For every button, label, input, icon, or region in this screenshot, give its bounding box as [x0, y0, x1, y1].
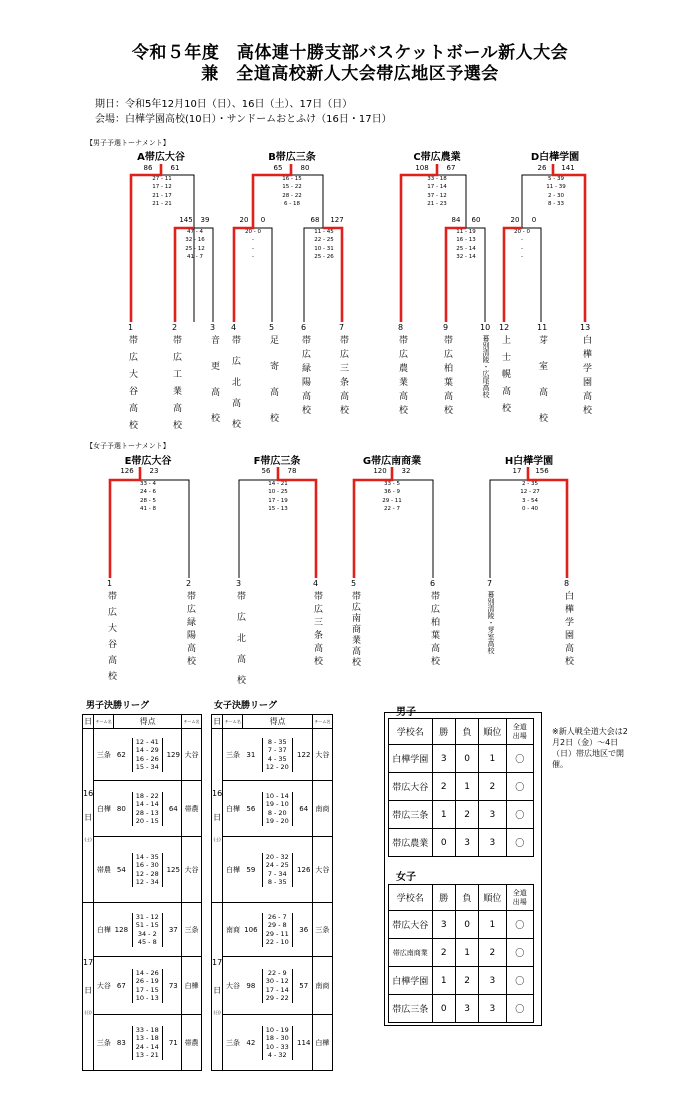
day-number: 16: [83, 788, 94, 798]
team-number: 12: [499, 323, 510, 332]
team-number: 6: [301, 323, 307, 332]
team-name: 帯広緑陽高校: [185, 591, 195, 669]
tournament-note: ※新人戦全道大会は2月2日（金）～4日（日）帯広地区で開催。: [552, 727, 628, 769]
team-cell: 帯農: [94, 837, 114, 903]
team-header: チーム名: [223, 715, 243, 729]
col-wins: 勝: [432, 719, 455, 745]
score: 23: [149, 467, 159, 475]
score: 20: [510, 216, 520, 224]
table-row: [83, 903, 202, 957]
standings-girls-label: 女子: [396, 872, 416, 883]
table-row: [212, 837, 333, 903]
team-number: 8: [564, 579, 570, 588]
score: 120: [373, 467, 387, 475]
qualified-mark: 〇: [506, 995, 533, 1023]
qualified-mark: 〇: [506, 801, 533, 829]
day-of-week: (日): [84, 1009, 92, 1015]
rank-cell: 2: [479, 939, 506, 967]
score-cell: 59: [243, 837, 259, 903]
score-cell: 31: [243, 729, 259, 781]
period-scores: 10 - 19 18 - 30 10 - 33 4 - 32: [262, 1026, 293, 1060]
team-cell: 白樺: [94, 903, 114, 957]
score: 60: [471, 216, 481, 224]
table-row: [83, 729, 202, 781]
day-cell: [212, 903, 223, 1071]
team-name: 芽室高校: [537, 335, 547, 439]
rank-cell: 2: [479, 773, 506, 801]
team-number: 4: [231, 323, 237, 332]
team-cell: 南商: [312, 781, 332, 837]
score: 56: [261, 467, 271, 475]
wins-cell: 1: [432, 801, 455, 829]
period-scores: 18 - 22 14 - 14 28 - 13 20 - 15: [132, 792, 163, 826]
col-qualified: 全道 出場: [506, 885, 533, 911]
team-name: 帯広工業高校: [171, 335, 181, 437]
boys-block-d-name: D白樺学園: [530, 152, 580, 163]
score: 126: [120, 467, 134, 475]
girls-section-label: 【女子予選トーナメント】: [86, 442, 170, 450]
score-cell: 106: [243, 903, 259, 957]
girls-league-table: [211, 714, 333, 1071]
team-number: 3: [236, 579, 242, 588]
table-row: [389, 995, 534, 1023]
day-number: 17: [83, 957, 94, 967]
period-scores: 22 - 9 30 - 12 17 - 14 29 - 22: [262, 969, 293, 1003]
team-cell: 三条: [94, 729, 114, 781]
period-scores: 14 - 26 26 - 19 17 - 15 10 - 13: [132, 969, 163, 1003]
score: 78: [287, 467, 297, 475]
team-cell: 三条: [312, 903, 332, 957]
team-name: 足寄高校: [268, 335, 278, 439]
losses-cell: 2: [455, 801, 478, 829]
page-title: 令和５年度 高体連十勝支部バスケットボール新人大会: [131, 43, 569, 63]
table-row: [83, 837, 202, 903]
period-scores: 12 - 41 14 - 29 16 - 26 15 - 34: [132, 738, 163, 772]
team-name: 帯広緑陽高校: [300, 335, 310, 419]
score: 65: [273, 164, 283, 172]
score: 61: [170, 164, 180, 172]
score: 68: [310, 216, 320, 224]
team-cell: 白樺: [223, 837, 243, 903]
team-cell: 大谷: [182, 837, 202, 903]
score: 17: [512, 467, 522, 475]
team-name: 上士幌高校: [500, 335, 510, 420]
team-number: 1: [107, 579, 113, 588]
table-row: [212, 957, 333, 1015]
period-scores: 8 - 35 7 - 37 4 - 35 12 - 20: [262, 738, 293, 772]
wins-cell: 2: [432, 939, 455, 967]
team-cell: 大谷: [182, 729, 202, 781]
team-number: 10: [480, 323, 491, 332]
team-cell: 大谷: [312, 837, 332, 903]
team-cell: 大谷: [223, 957, 243, 1015]
team-name: 白樺学園高校: [563, 591, 573, 669]
team-number: 3: [210, 323, 216, 332]
score: 108: [415, 164, 429, 172]
team-name: 白樺学園高校: [581, 335, 591, 419]
period-scores: 2 - 35 12 - 27 3 - 54 0 - 40: [520, 481, 540, 513]
period-scores: 33 - 4 24 - 6 28 - 5 41 - 8: [140, 481, 156, 513]
col-rank: 順位: [479, 885, 506, 911]
boys-league-table: [82, 714, 202, 1071]
score-cell: 83: [114, 1015, 130, 1071]
qualified-mark: 〇: [506, 745, 533, 773]
table-row: [389, 829, 534, 857]
table-row: [389, 773, 534, 801]
girls-block-f-name: F帯広三条: [253, 456, 301, 467]
period-scores: 47 - 4 32 - 16 25 - 12 41 - 7: [185, 229, 205, 261]
wins-cell: 0: [432, 995, 455, 1023]
team-cell: 三条: [223, 729, 243, 781]
day-header: 日: [83, 715, 94, 729]
team-cell: 三条: [223, 1015, 243, 1071]
boys-block-b-name: B帯広三条: [268, 152, 316, 163]
day-kanji: 日: [84, 985, 93, 995]
team-name: 帯広柏葉高校: [442, 335, 452, 419]
score-cell: 54: [114, 837, 130, 903]
day-header: 日: [212, 715, 223, 729]
table-row: [83, 781, 202, 837]
score-cell: 98: [243, 957, 259, 1015]
team-number: 2: [172, 323, 178, 332]
table-row: [212, 903, 333, 957]
score-cell: 67: [114, 957, 130, 1015]
col-school: 学校名: [389, 719, 433, 745]
day-cell: [83, 729, 94, 903]
qualified-mark: 〇: [506, 829, 533, 857]
day-of-week: (土): [213, 836, 221, 842]
losses-cell: 1: [455, 773, 478, 801]
score-cell: 64: [296, 781, 313, 837]
period-scores: 11 - 45 22 - 25 10 - 31 25 - 26: [314, 229, 334, 261]
losses-cell: 3: [455, 829, 478, 857]
score: 145: [179, 216, 193, 224]
score-cell: 57: [296, 957, 313, 1015]
score-cell: 129: [165, 729, 181, 781]
team-name: 帯広三条高校: [338, 335, 348, 419]
score-cell: 71: [165, 1015, 181, 1071]
losses-cell: 0: [455, 911, 478, 939]
score-cell: 56: [243, 781, 259, 837]
qualified-mark: 〇: [506, 773, 533, 801]
period-scores: 31 - 12 51 - 15 34 - 2 45 - 8: [132, 913, 163, 947]
day-kanji: 日: [213, 985, 222, 995]
team-name: 幕別清陵・芽室高校: [487, 591, 495, 654]
boys-block-c-name: C帯広農業: [413, 152, 461, 163]
score-cell: 37: [165, 903, 181, 957]
team-header: チーム名: [312, 715, 332, 729]
day-cell: [83, 903, 94, 1071]
team-cell: 白樺: [312, 1015, 332, 1071]
score: 39: [200, 216, 210, 224]
team-number: 7: [339, 323, 345, 332]
score: 26: [537, 164, 547, 172]
boys-league-title: 男子決勝リーグ: [86, 701, 150, 711]
losses-cell: 0: [455, 745, 478, 773]
table-row: [389, 911, 534, 939]
losses-cell: 1: [455, 939, 478, 967]
col-wins: 勝: [432, 885, 455, 911]
team-cell: 帯農: [182, 781, 202, 837]
team-number: 11: [537, 323, 548, 332]
score-header: 得点: [114, 715, 182, 729]
score: 32: [401, 467, 411, 475]
qualified-mark: 〇: [506, 911, 533, 939]
table-row: [83, 957, 202, 1015]
school-cell: 帯広南商業: [389, 939, 433, 967]
period-scores: 14 - 21 10 - 25 17 - 19 15 - 13: [268, 481, 288, 513]
table-row: [389, 801, 534, 829]
score-cell: 122: [296, 729, 313, 781]
period-scores: 20 - 32 24 - 25 7 - 34 8 - 35: [262, 853, 293, 887]
period-scores: 11 - 19 16 - 13 25 - 14 32 - 14: [456, 229, 476, 261]
day-of-week: (日): [213, 1009, 221, 1015]
period-scores: 33 - 5 36 - 9 29 - 11 22 - 7: [382, 481, 402, 513]
rank-cell: 3: [479, 995, 506, 1023]
school-cell: 帯広大谷: [389, 773, 433, 801]
rank-cell: 3: [479, 801, 506, 829]
period-scores: 10 - 14 19 - 10 8 - 20 19 - 20: [262, 792, 293, 826]
period-scores: 16 - 15 15 - 22 28 - 22 6 - 18: [282, 176, 302, 208]
rank-cell: 1: [479, 911, 506, 939]
score: 80: [300, 164, 310, 172]
table-row: [212, 729, 333, 781]
school-cell: 帯広大谷: [389, 911, 433, 939]
score-cell: 80: [114, 781, 130, 837]
score: 141: [561, 164, 575, 172]
team-cell: 大谷: [94, 957, 114, 1015]
score-header: 得点: [243, 715, 312, 729]
team-name: 帯広南商業高校: [350, 591, 360, 668]
team-cell: 白樺: [223, 781, 243, 837]
team-number: 13: [580, 323, 591, 332]
table-row: [212, 1015, 333, 1071]
period-scores: 20 - 0 - - -: [245, 229, 261, 261]
team-cell: 南商: [312, 957, 332, 1015]
score: 20: [239, 216, 249, 224]
team-cell: 三条: [182, 903, 202, 957]
rank-cell: 3: [479, 967, 506, 995]
table-row: [212, 781, 333, 837]
day-kanji: 日: [84, 812, 93, 822]
standings-girls-table: [388, 884, 534, 1023]
standings-boys-table: [388, 718, 534, 857]
team-cell: 三条: [94, 1015, 114, 1071]
day-number: 17: [212, 957, 223, 967]
wins-cell: 0: [432, 829, 455, 857]
score-cell: 126: [296, 837, 313, 903]
score-cell: 128: [114, 903, 130, 957]
school-cell: 帯広農業: [389, 829, 433, 857]
period-scores: 33 - 18 17 - 14 37 - 12 21 - 23: [427, 176, 447, 208]
team-number: 9: [443, 323, 449, 332]
team-name: 帯広大谷高校: [106, 591, 116, 687]
team-name: 帯広北高校: [230, 335, 240, 440]
girls-block-h-name: H白樺学園: [504, 456, 554, 467]
score: 67: [446, 164, 456, 172]
score-cell: 114: [296, 1015, 313, 1071]
boys-section-label: 【男子予選トーナメント】: [86, 139, 170, 147]
col-losses: 負: [455, 719, 478, 745]
team-header: チーム名: [182, 715, 202, 729]
score-cell: 62: [114, 729, 130, 781]
wins-cell: 3: [432, 745, 455, 773]
table-row: [389, 967, 534, 995]
team-cell: 白樺: [182, 957, 202, 1015]
wins-cell: 1: [432, 967, 455, 995]
losses-cell: 3: [455, 995, 478, 1023]
score-cell: 36: [296, 903, 313, 957]
team-number: 1: [128, 323, 134, 332]
col-losses: 負: [455, 885, 478, 911]
team-number: 4: [313, 579, 319, 588]
team-name: 帯広大谷高校: [127, 335, 137, 437]
table-row: [389, 745, 534, 773]
team-name: 帯広柏葉高校: [429, 591, 439, 669]
team-cell: 南商: [223, 903, 243, 957]
period-scores: 14 - 35 16 - 30 12 - 28 12 - 34: [132, 853, 163, 887]
period-scores: 26 - 7 29 - 8 29 - 11 22 - 10: [262, 913, 293, 947]
boys-block-a-name: A帯広大谷: [137, 152, 185, 163]
school-cell: 白樺学園: [389, 745, 433, 773]
standings-boys-label: 男子: [396, 707, 416, 718]
girls-block-g-name: G帯広南商業: [362, 456, 422, 467]
girls-block-e-name: E帯広大谷: [124, 456, 172, 467]
page-subtitle: 兼 全道高校新人大会帯広地区予選会: [201, 64, 499, 84]
col-school: 学校名: [389, 885, 433, 911]
table-row: [389, 939, 534, 967]
col-qualified: 全道 出場: [506, 719, 533, 745]
event-venue: 会場：白樺学園高校(10日）・サンドームおとふけ（16日・17日）: [95, 114, 392, 125]
team-name: 幕別清陵・広尾高校: [482, 335, 490, 398]
period-scores: 5 - 39 11 - 39 2 - 30 8 - 33: [546, 176, 566, 208]
col-rank: 順位: [479, 719, 506, 745]
team-number: 8: [398, 323, 404, 332]
team-name: 音更高校: [209, 335, 219, 439]
day-of-week: (土): [84, 836, 92, 842]
score: 127: [330, 216, 344, 224]
table-row: [83, 1015, 202, 1071]
qualified-mark: 〇: [506, 967, 533, 995]
team-cell: 帯農: [182, 1015, 202, 1071]
day-number: 16: [212, 788, 223, 798]
rank-cell: 3: [479, 829, 506, 857]
team-cell: 大谷: [312, 729, 332, 781]
period-scores: 20 - 0 - - -: [514, 229, 530, 261]
school-cell: 帯広三条: [389, 995, 433, 1023]
score-cell: 64: [165, 781, 181, 837]
school-cell: 白樺学園: [389, 967, 433, 995]
score: 0: [531, 216, 537, 224]
score: 84: [451, 216, 461, 224]
period-scores: 27 - 11 17 - 12 21 - 17 21 - 21: [152, 176, 172, 208]
period-scores: 33 - 18 13 - 18 24 - 14 13 - 21: [132, 1026, 163, 1060]
wins-cell: 3: [432, 911, 455, 939]
team-number: 2: [186, 579, 192, 588]
event-dates: 期日：令和5年12月10日（日）、16日（土）、17日（日）: [95, 99, 353, 110]
losses-cell: 2: [455, 967, 478, 995]
girls-league-title: 女子決勝リーグ: [214, 701, 278, 711]
school-cell: 帯広三条: [389, 801, 433, 829]
team-cell: 白樺: [94, 781, 114, 837]
team-number: 7: [487, 579, 493, 588]
score: 0: [260, 216, 266, 224]
day-kanji: 日: [213, 812, 222, 822]
team-number: 5: [269, 323, 275, 332]
score-cell: 125: [165, 837, 181, 903]
rank-cell: 1: [479, 745, 506, 773]
team-header: チーム名: [94, 715, 114, 729]
score-cell: 73: [165, 957, 181, 1015]
team-name: 帯広北高校: [235, 591, 245, 696]
team-number: 5: [351, 579, 357, 588]
team-number: 6: [430, 579, 436, 588]
score: 156: [535, 467, 549, 475]
wins-cell: 2: [432, 773, 455, 801]
score-cell: 42: [243, 1015, 259, 1071]
team-name: 帯広農業高校: [397, 335, 407, 419]
score: 86: [143, 164, 153, 172]
qualified-mark: 〇: [506, 939, 533, 967]
team-name: 帯広三条高校: [312, 591, 322, 669]
day-cell: [212, 729, 223, 903]
